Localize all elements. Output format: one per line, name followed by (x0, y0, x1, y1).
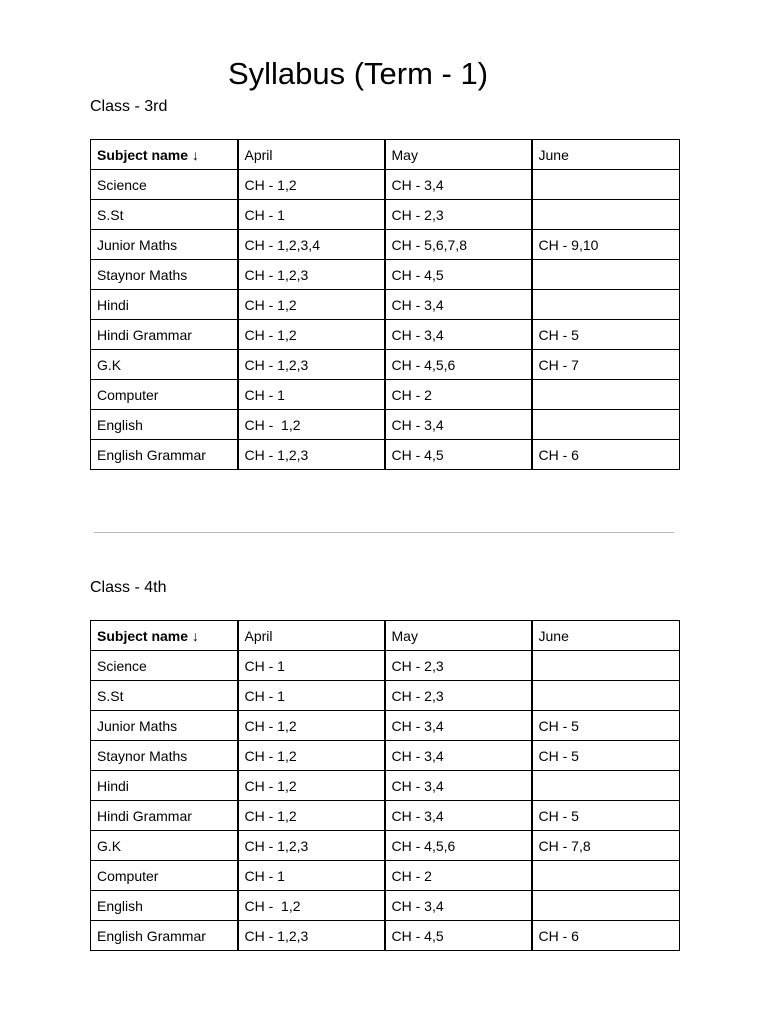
class-4-heading: Class - 4th (90, 579, 167, 596)
table-row (91, 651, 680, 681)
subject-cell: English (91, 891, 238, 921)
april-cell: CH - 1,2,3 (238, 440, 385, 470)
table-row (91, 380, 680, 410)
table-row (91, 711, 680, 741)
may-cell: CH - 3,4 (385, 320, 532, 350)
may-cell: CH - 3,4 (385, 711, 532, 741)
section-divider (94, 532, 674, 533)
april-cell: CH - 1 (238, 200, 385, 230)
may-cell: CH - 3,4 (385, 410, 532, 440)
subject-cell: English (91, 410, 238, 440)
subject-cell: S.St (91, 200, 238, 230)
subject-cell: Computer (91, 861, 238, 891)
table-row (91, 681, 680, 711)
may-cell: CH - 2,3 (385, 681, 532, 711)
april-cell: CH - 1,2 (238, 801, 385, 831)
june-cell: CH - 7,8 (532, 831, 680, 861)
may-cell: CH - 2,3 (385, 651, 532, 681)
class-3-syllabus-table (90, 139, 680, 470)
table-row (91, 230, 680, 260)
subject-cell: English Grammar (91, 921, 238, 951)
subject-cell: Junior Maths (91, 230, 238, 260)
table-row (91, 350, 680, 380)
june-cell (532, 861, 680, 891)
table-row (91, 891, 680, 921)
table-row (91, 771, 680, 801)
page-title: Syllabus (Term - 1) (227, 56, 489, 91)
june-cell (532, 260, 680, 290)
may-cell: CH - 3,4 (385, 801, 532, 831)
april-cell: CH - 1,2,3 (238, 831, 385, 861)
subject-cell: Science (91, 170, 238, 200)
june-cell (532, 771, 680, 801)
april-cell: CH - 1 (238, 681, 385, 711)
april-cell: CH - 1,2 (238, 410, 385, 440)
may-column-header: May (385, 621, 532, 651)
april-cell: CH - 1,2 (238, 320, 385, 350)
may-column-header: May (385, 140, 532, 170)
may-cell: CH - 4,5 (385, 921, 532, 951)
june-cell: CH - 5 (532, 741, 680, 771)
subject-cell: G.K (91, 831, 238, 861)
table-row (91, 260, 680, 290)
june-cell (532, 200, 680, 230)
may-cell: CH - 3,4 (385, 771, 532, 801)
june-cell (532, 290, 680, 320)
subject-cell: Science (91, 651, 238, 681)
table-row (91, 440, 680, 470)
table-header-row (91, 140, 680, 170)
table-row (91, 410, 680, 440)
may-cell: CH - 3,4 (385, 290, 532, 320)
subject-cell: Hindi (91, 771, 238, 801)
june-cell: CH - 6 (532, 440, 680, 470)
subject-cell: English Grammar (91, 440, 238, 470)
may-cell: CH - 2 (385, 380, 532, 410)
may-cell: CH - 4,5,6 (385, 831, 532, 861)
table-row (91, 200, 680, 230)
june-cell (532, 681, 680, 711)
april-cell: CH - 1,2 (238, 290, 385, 320)
table-row (91, 741, 680, 771)
subject-cell: Hindi (91, 290, 238, 320)
april-column-header: April (238, 140, 385, 170)
june-cell: CH - 7 (532, 350, 680, 380)
june-cell (532, 170, 680, 200)
subject-cell: Hindi Grammar (91, 801, 238, 831)
april-cell: CH - 1,2 (238, 891, 385, 921)
april-cell: CH - 1 (238, 380, 385, 410)
may-cell: CH - 4,5 (385, 260, 532, 290)
class-3-heading: Class - 3rd (90, 98, 168, 115)
may-cell: CH - 2 (385, 861, 532, 891)
subject-column-header: Subject name ↓ (91, 621, 238, 651)
june-cell (532, 380, 680, 410)
table-row (91, 921, 680, 951)
june-cell: CH - 6 (532, 921, 680, 951)
class-4-syllabus-table (90, 620, 680, 951)
april-cell: CH - 1,2 (238, 711, 385, 741)
table-row (91, 801, 680, 831)
april-cell: CH - 1,2,3 (238, 350, 385, 380)
subject-cell: S.St (91, 681, 238, 711)
june-cell: CH - 9,10 (532, 230, 680, 260)
april-column-header: April (238, 621, 385, 651)
june-column-header: June (532, 140, 680, 170)
may-cell: CH - 3,4 (385, 170, 532, 200)
subject-cell: Staynor Maths (91, 741, 238, 771)
may-cell: CH - 4,5 (385, 440, 532, 470)
table-row (91, 861, 680, 891)
may-cell: CH - 5,6,7,8 (385, 230, 532, 260)
april-cell: CH - 1,2 (238, 170, 385, 200)
june-cell: CH - 5 (532, 320, 680, 350)
june-cell: CH - 5 (532, 711, 680, 741)
subject-cell: Junior Maths (91, 711, 238, 741)
april-cell: CH - 1,2 (238, 741, 385, 771)
subject-cell: G.K (91, 350, 238, 380)
table-row (91, 290, 680, 320)
april-cell: CH - 1,2,3 (238, 260, 385, 290)
april-cell: CH - 1,2,3 (238, 921, 385, 951)
table-row (91, 320, 680, 350)
subject-cell: Hindi Grammar (91, 320, 238, 350)
june-cell (532, 410, 680, 440)
may-cell: CH - 4,5,6 (385, 350, 532, 380)
may-cell: CH - 2,3 (385, 200, 532, 230)
subject-column-header: Subject name ↓ (91, 140, 238, 170)
subject-cell: Staynor Maths (91, 260, 238, 290)
table-row (91, 831, 680, 861)
june-cell (532, 891, 680, 921)
subject-cell: Computer (91, 380, 238, 410)
table-header-row (91, 621, 680, 651)
april-cell: CH - 1,2,3,4 (238, 230, 385, 260)
may-cell: CH - 3,4 (385, 891, 532, 921)
april-cell: CH - 1 (238, 861, 385, 891)
june-cell (532, 651, 680, 681)
june-cell: CH - 5 (532, 801, 680, 831)
april-cell: CH - 1 (238, 651, 385, 681)
may-cell: CH - 3,4 (385, 741, 532, 771)
june-column-header: June (532, 621, 680, 651)
april-cell: CH - 1,2 (238, 771, 385, 801)
table-row (91, 170, 680, 200)
